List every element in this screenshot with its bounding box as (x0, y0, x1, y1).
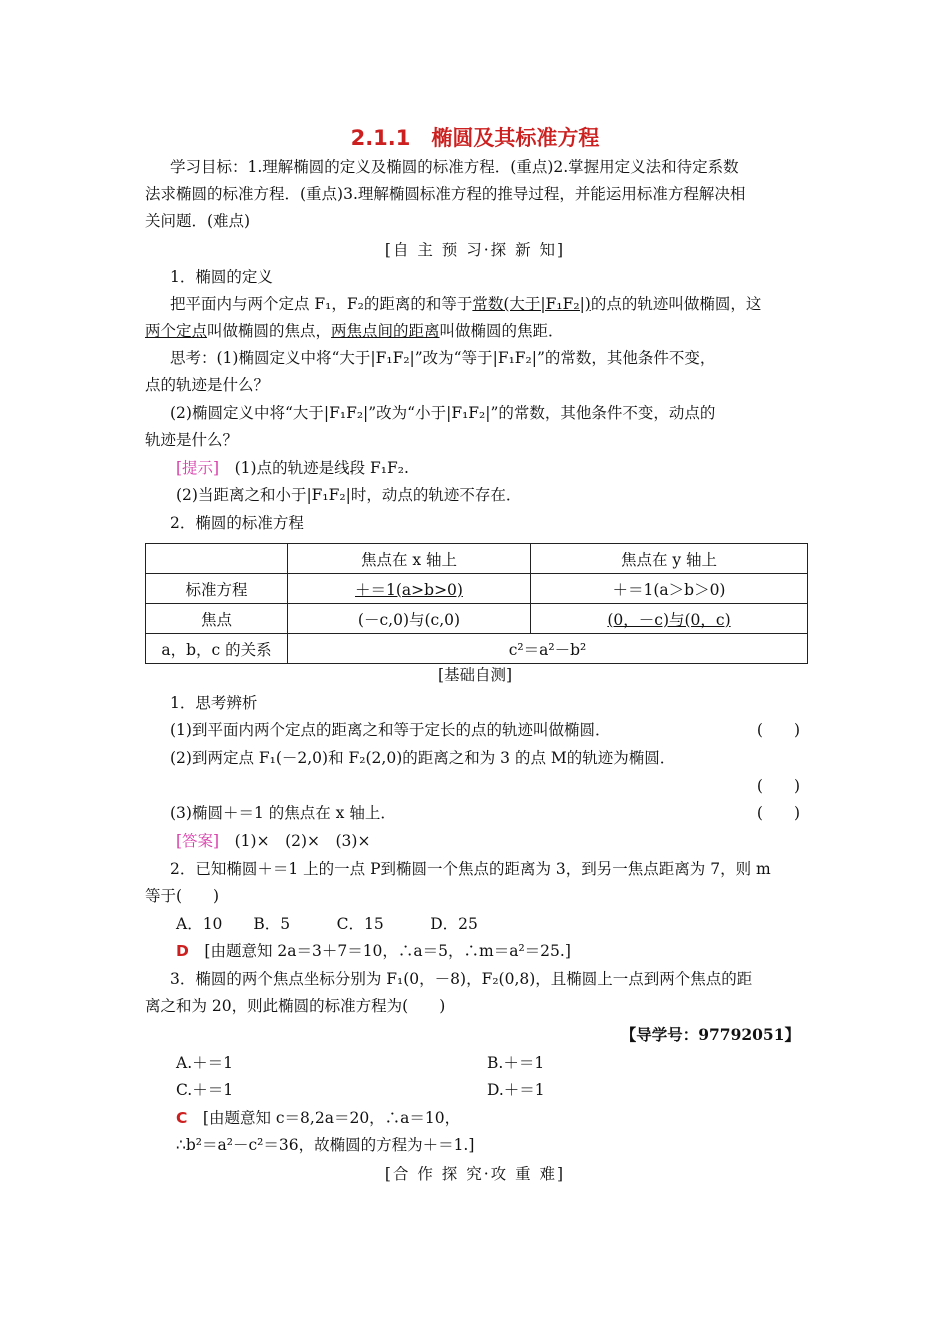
hint-tag: [提示] (176, 459, 220, 477)
standard-equation-heading: 2．椭圆的标准方程 (170, 514, 304, 532)
q3-option-a: A.＋＝1 (176, 1054, 233, 1072)
table-row (146, 604, 808, 634)
answer-paren: ( ) (756, 804, 800, 822)
hint-line-2: (2)当距离之和小于|F₁F₂|时，动点的轨迹不存在． (176, 486, 522, 504)
table-cell: 焦点在 y 轴上 (531, 544, 808, 574)
q3-option-c: C.＋＝1 (176, 1081, 234, 1099)
table-cell: ＋＝1(a＞b＞0) (531, 574, 808, 604)
q2-line-1: 2．已知椭圆＋＝1 上的一点 P到椭圆一个焦点的距离为 3，到另一焦点距离为 7，则 m (170, 860, 771, 878)
table-row (146, 574, 808, 604)
definition-paragraph-line-2: 两个定点叫做椭圆的焦点，两焦点间的距离叫做椭圆的焦距． (145, 322, 564, 340)
table-cell: a，b，c 的关系 (146, 634, 288, 664)
q1-item-3: (3)椭圆＋＝1 的焦点在 x 轴上． (170, 804, 396, 822)
guide-number: 【导学号：97792051】 (620, 1025, 800, 1044)
q1-answer: [答案] (1)× (2)× (3)× (176, 832, 371, 850)
q2-line-2: 等于( ) (145, 887, 220, 905)
think-question-2-line-1: (2)椭圆定义中将“大于|F₁F₂|”改为“小于|F₁F₂|”的常数，其他条件不变，动点的 (170, 404, 716, 422)
section-explore-header: [合 作 探 究·攻 重 难] (384, 1165, 566, 1183)
q3-line-1: 3．椭圆的两个焦点坐标分别为 F₁(0，－8)，F₂(0,8)，且椭圆上一点到两个焦点的距 (170, 970, 753, 988)
table-cell: 焦点 (146, 604, 288, 634)
objectives-line-2: 法求椭圆的标准方程．(重点)3.理解椭圆标准方程的推导过程，并能运用标准方程解决相 (145, 185, 746, 203)
q2-answer: D [由题意知 2a＝3＋7＝10，∴a＝5，∴m＝a²＝25.] (176, 942, 571, 960)
table-row (146, 544, 808, 574)
answer-paren: ( ) (756, 777, 800, 795)
q1-item-2: (2)到两定点 F₁(－2,0)和 F₂(2,0)的距离之和为 3 的点 M的轨迹为椭圆． (170, 749, 676, 767)
underlined-two-points: 两个定点 (145, 322, 208, 340)
answer-letter: C (176, 1109, 188, 1127)
underlined-constant: 常数(大于|F₁F₂|) (472, 295, 591, 313)
table-cell: 标准方程 (146, 574, 288, 604)
q3-option-d: D.＋＝1 (487, 1081, 545, 1099)
answer-tag: [答案] (176, 832, 220, 850)
q3-answer-line-1: C [由题意知 c＝8,2a＝20，∴a＝10， (176, 1109, 461, 1127)
q3-answer-line-2: ∴b²＝a²－c²＝36，故椭圆的方程为＋＝1.] (176, 1136, 475, 1154)
page-title: 2.1.1 椭圆及其标准方程 (350, 126, 600, 150)
answer-paren: ( ) (756, 721, 800, 739)
section-preview-header: [自 主 预 习·探 新 知] (384, 241, 566, 259)
q3-line-2: 离之和为 20，则此椭圆的标准方程为( ) (145, 997, 446, 1015)
table-cell: (0，－c)与(0，c) (531, 604, 808, 634)
objectives-line-1: 学习目标：1.理解椭圆的定义及椭圆的标准方程．(重点)2.掌握用定义法和待定系数 (170, 158, 739, 176)
definition-paragraph-line-1: 把平面内与两个定点 F₁，F₂的距离的和等于常数(大于|F₁F₂|)的点的轨迹叫做椭圆，这 (170, 295, 762, 313)
table-cell: (－c,0)与(c,0) (288, 604, 531, 634)
definition-heading: 1．椭圆的定义 (170, 268, 273, 286)
standard-equation-table (145, 543, 808, 664)
table-cell: ＋＝1(a>b>0) (288, 574, 531, 604)
selftest-header: [基础自测] (437, 666, 513, 684)
hint-line-1: [提示] (1)点的轨迹是线段 F₁F₂. (176, 459, 409, 477)
think-question-2-line-2: 轨迹是什么？ (145, 431, 239, 449)
table-cell (146, 544, 288, 574)
q3-option-b: B.＋＝1 (487, 1054, 545, 1072)
table-cell: c²＝a²－b² (288, 634, 808, 664)
q1-heading: 1．思考辨析 (170, 694, 258, 712)
table-cell: 焦点在 x 轴上 (288, 544, 531, 574)
answer-letter: D (176, 942, 189, 960)
objectives-line-3: 关问题．(难点) (145, 212, 251, 230)
think-question-1-line-1: 思考：(1)椭圆定义中将“大于|F₁F₂|”改为“等于|F₁F₂|”的常数，其他条件不变， (170, 349, 716, 367)
table-row (146, 634, 808, 664)
q2-options: A．10 B．5 C．15 D．25 (176, 915, 478, 933)
q1-item-1: (1)到平面内两个定点的距离之和等于定长的点的轨迹叫做椭圆． (170, 721, 611, 739)
underlined-focal-distance: 两焦点间的距离 (331, 322, 440, 340)
think-question-1-line-2: 点的轨迹是什么？ (145, 376, 270, 394)
